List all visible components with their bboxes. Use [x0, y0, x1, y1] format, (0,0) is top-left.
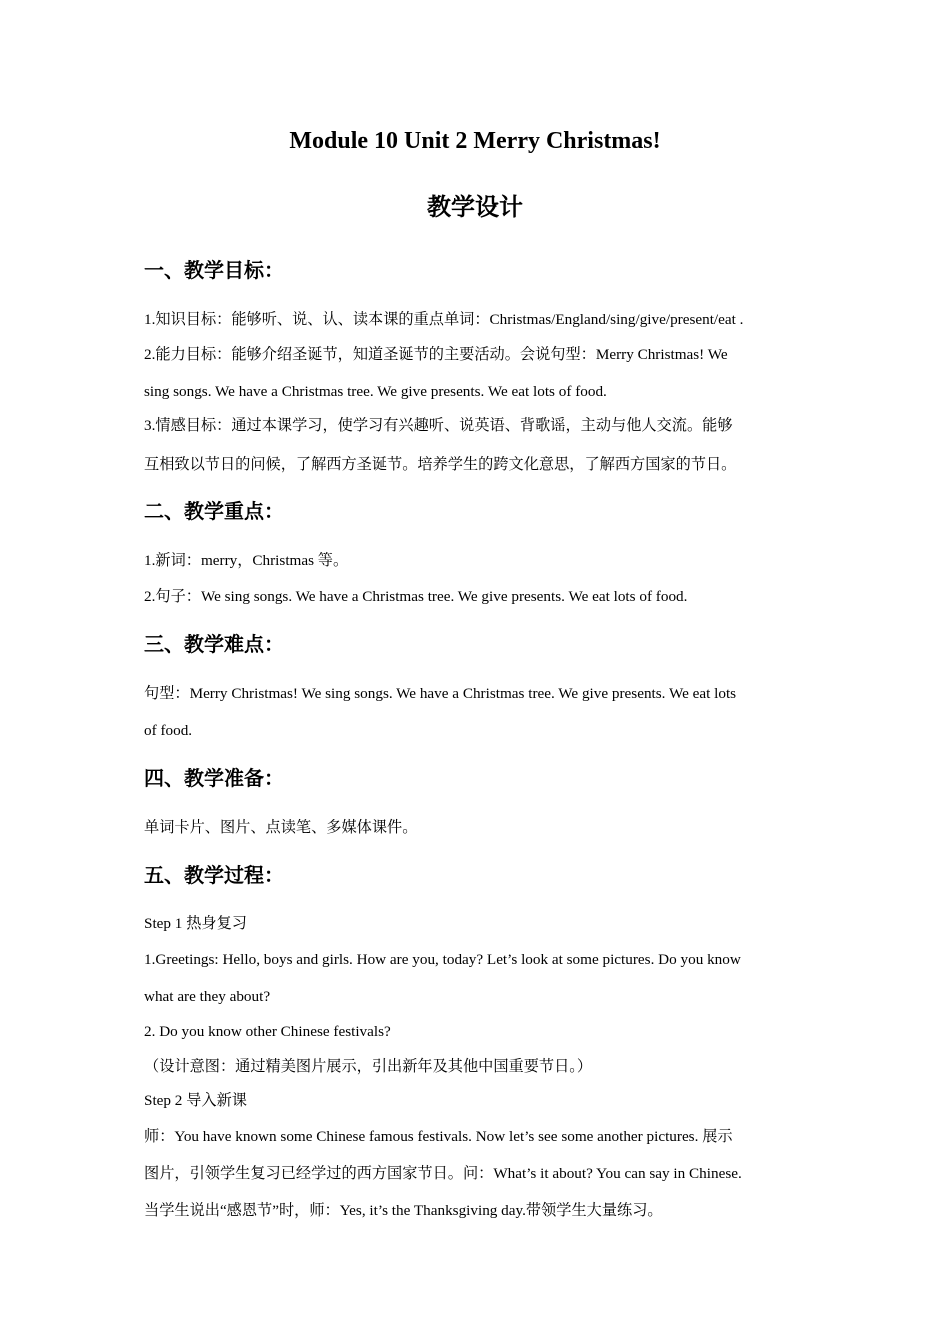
document-title: Module 10 Unit 2 Merry Christmas!: [289, 128, 661, 154]
section-heading-preparation: 四、教学准备：: [144, 768, 284, 790]
procedure-greetings: 1.Greetings: Hello, boys and girls. How are you, today? Let’s look at some pictures. Do you know: [144, 951, 741, 968]
section-heading-objectives: 一、教学目标：: [144, 260, 284, 282]
procedure-teacher-intro: 师：You have known some Chinese famous festivals. Now let’s see some another pictures. 展示: [144, 1128, 733, 1145]
objective-knowledge: 1.知识目标：能够听、说、认、读本课的重点单词：Christmas/England/sing/give/present/eat .: [144, 311, 744, 328]
key-point-sentences: 2.句子：We sing songs. We have a Christmas tree. We give presents. We eat lots of food.: [144, 588, 688, 605]
document-subtitle: 教学设计: [427, 195, 523, 221]
procedure-greetings-cont: what are they about?: [144, 988, 271, 1005]
procedure-step1-title: Step 1 热身复习: [144, 915, 247, 932]
objective-ability: 2.能力目标：能够介绍圣诞节，知道圣诞节的主要活动。会说句型：Merry Christmas! We: [144, 346, 728, 363]
section-heading-procedure: 五、教学过程：: [144, 865, 284, 887]
procedure-teacher-intro-cont: 图片，引领学生复习已经学过的西方国家节日。问：What’s it about? You can say in Chinese.: [144, 1165, 742, 1182]
difficulty-sentences: 句型：Merry Christmas! We sing songs. We have a Christmas tree. We give presents. We eat lots: [144, 685, 737, 702]
procedure-other-festivals: 2. Do you know other Chinese festivals?: [144, 1023, 391, 1040]
procedure-step2-title: Step 2 导入新课: [144, 1092, 247, 1109]
objective-ability-cont: sing songs. We have a Christmas tree. We give presents. We eat lots of food.: [144, 383, 607, 400]
key-point-words: 1.新词：merry，Christmas 等。: [144, 552, 349, 569]
objective-emotion-cont: 互相致以节日的问候，了解西方圣诞节。培养学生的跨文化意思，了解西方国家的节日。: [144, 456, 737, 473]
difficulty-sentences-cont: of food.: [144, 722, 193, 739]
procedure-design-intent: （设计意图：通过精美图片展示，引出新年及其他中国重要节日。）: [144, 1058, 593, 1075]
preparation-materials: 单词卡片、图片、点读笔、多媒体课件。: [144, 819, 418, 836]
objective-emotion: 3.情感目标：通过本课学习，使学习有兴趣听、说英语、背歌谣，主动与他人交流。能够: [144, 417, 733, 434]
procedure-thanksgiving: 当学生说出“感恩节”时，师：Yes, it’s the Thanksgiving day.带领学生大量练习。: [144, 1202, 663, 1219]
section-heading-key-points: 二、教学重点：: [144, 501, 284, 523]
section-heading-difficulties: 三、教学难点：: [144, 634, 284, 656]
